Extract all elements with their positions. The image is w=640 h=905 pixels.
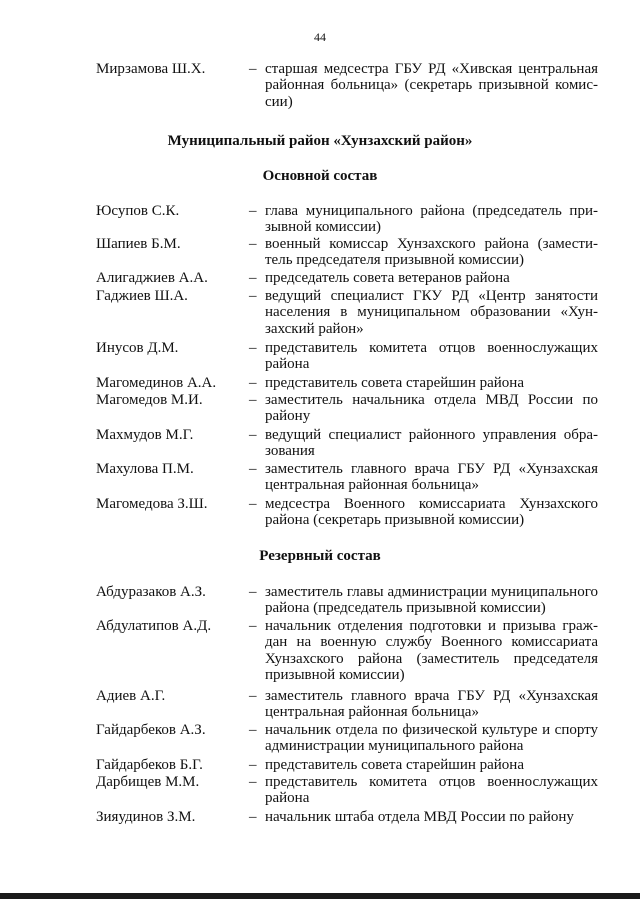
dash: – bbox=[249, 774, 257, 790]
member-name: Зияудинов З.М. bbox=[96, 809, 196, 825]
member-name: Абдуразаков А.З. bbox=[96, 584, 206, 600]
dash: – bbox=[249, 375, 257, 391]
member-role: ведущий специалист ГКУ РД «Центр занятости населения в муниципальном образовании «Хунзахский район» bbox=[265, 288, 598, 337]
member-name: Алигаджиев А.А. bbox=[96, 270, 208, 286]
dash: – bbox=[249, 584, 257, 600]
member-role: представитель совета старейшин района bbox=[265, 757, 524, 773]
member-name: Абдулатипов А.Д. bbox=[96, 618, 212, 634]
reserve-composition-heading: Резервный состав bbox=[259, 548, 381, 564]
dash: – bbox=[249, 392, 257, 408]
member-role: медсестра Военного комиссариата Хунзахского района (секретарь призывной комиссии) bbox=[265, 496, 598, 529]
member-name: Махулова П.М. bbox=[96, 461, 194, 477]
member-name: Гаджиев Ш.А. bbox=[96, 288, 188, 304]
member-name: Инусов Д.М. bbox=[96, 340, 179, 356]
dash: – bbox=[249, 270, 257, 286]
member-role: начальник штаба отдела МВД России по району bbox=[265, 809, 574, 825]
member-role: ведущий специалист районного управления образования bbox=[265, 427, 598, 460]
member-name: Дарбищев М.М. bbox=[96, 774, 200, 790]
member-name: Юсупов С.К. bbox=[96, 203, 180, 219]
member-name: Адиев А.Г. bbox=[96, 688, 166, 704]
dash: – bbox=[249, 757, 257, 773]
dash: – bbox=[249, 427, 257, 443]
member-name: Магомедов М.И. bbox=[96, 392, 203, 408]
member-name: Гайдарбеков Б.Г. bbox=[96, 757, 203, 773]
page-number: 44 bbox=[314, 30, 326, 44]
member-role: представитель комитета отцов военнослужащих района bbox=[265, 774, 598, 807]
dash: – bbox=[249, 809, 257, 825]
member-name: Махмудов М.Г. bbox=[96, 427, 194, 443]
dash: – bbox=[249, 340, 257, 356]
member-role: заместитель главы администрации муниципального района (председатель призывной комиссии) bbox=[265, 584, 598, 617]
dash: – bbox=[249, 618, 257, 634]
member-role: заместитель начальника отдела МВД России по району bbox=[265, 392, 598, 425]
dash: – bbox=[249, 496, 257, 512]
dash: – bbox=[249, 61, 257, 77]
dash: – bbox=[249, 461, 257, 477]
member-name: Магомедова З.Ш. bbox=[96, 496, 208, 512]
member-role: глава муниципального района (председатель призывной комиссии) bbox=[265, 203, 598, 236]
member-role: заместитель главного врача ГБУ РД «Хунзахская центральная районная больница» bbox=[265, 461, 598, 494]
dash: – bbox=[249, 288, 257, 304]
member-name: Мирзамова Ш.Х. bbox=[96, 61, 206, 77]
member-name: Магомединов А.А. bbox=[96, 375, 217, 391]
dash: – bbox=[249, 203, 257, 219]
dash: – bbox=[249, 722, 257, 738]
main-composition-heading: Основной состав bbox=[262, 168, 378, 184]
member-name: Шапиев Б.М. bbox=[96, 236, 181, 252]
member-role: председатель совета ветеранов района bbox=[265, 270, 510, 286]
scan-bottom-edge bbox=[0, 893, 640, 899]
member-role: начальник отделения подготовки и призыва граждан на военную службу Военного комиссариата Хунзахского района (заместитель председателя призывной комиссии) bbox=[265, 618, 598, 683]
district-heading: Муниципальный район «Хунзахский район» bbox=[167, 133, 473, 149]
dash: – bbox=[249, 688, 257, 704]
member-role: заместитель главного врача ГБУ РД «Хунзахская центральная районная больница» bbox=[265, 688, 598, 721]
member-role: представитель совета старейшин района bbox=[265, 375, 524, 391]
member-role: представитель комитета отцов военнослужащих района bbox=[265, 340, 598, 373]
member-name: Гайдарбеков А.З. bbox=[96, 722, 206, 738]
member-role: старшая медсестра ГБУ РД «Хивская центральная районная больница» (секретарь призывной комиссии) bbox=[265, 61, 598, 110]
member-role: военный комиссар Хунзахского района (заместитель председателя призывной комиссии) bbox=[265, 236, 598, 269]
member-role: начальник отдела по физической культуре и спорту администрации муниципального района bbox=[265, 722, 598, 755]
dash: – bbox=[249, 236, 257, 252]
